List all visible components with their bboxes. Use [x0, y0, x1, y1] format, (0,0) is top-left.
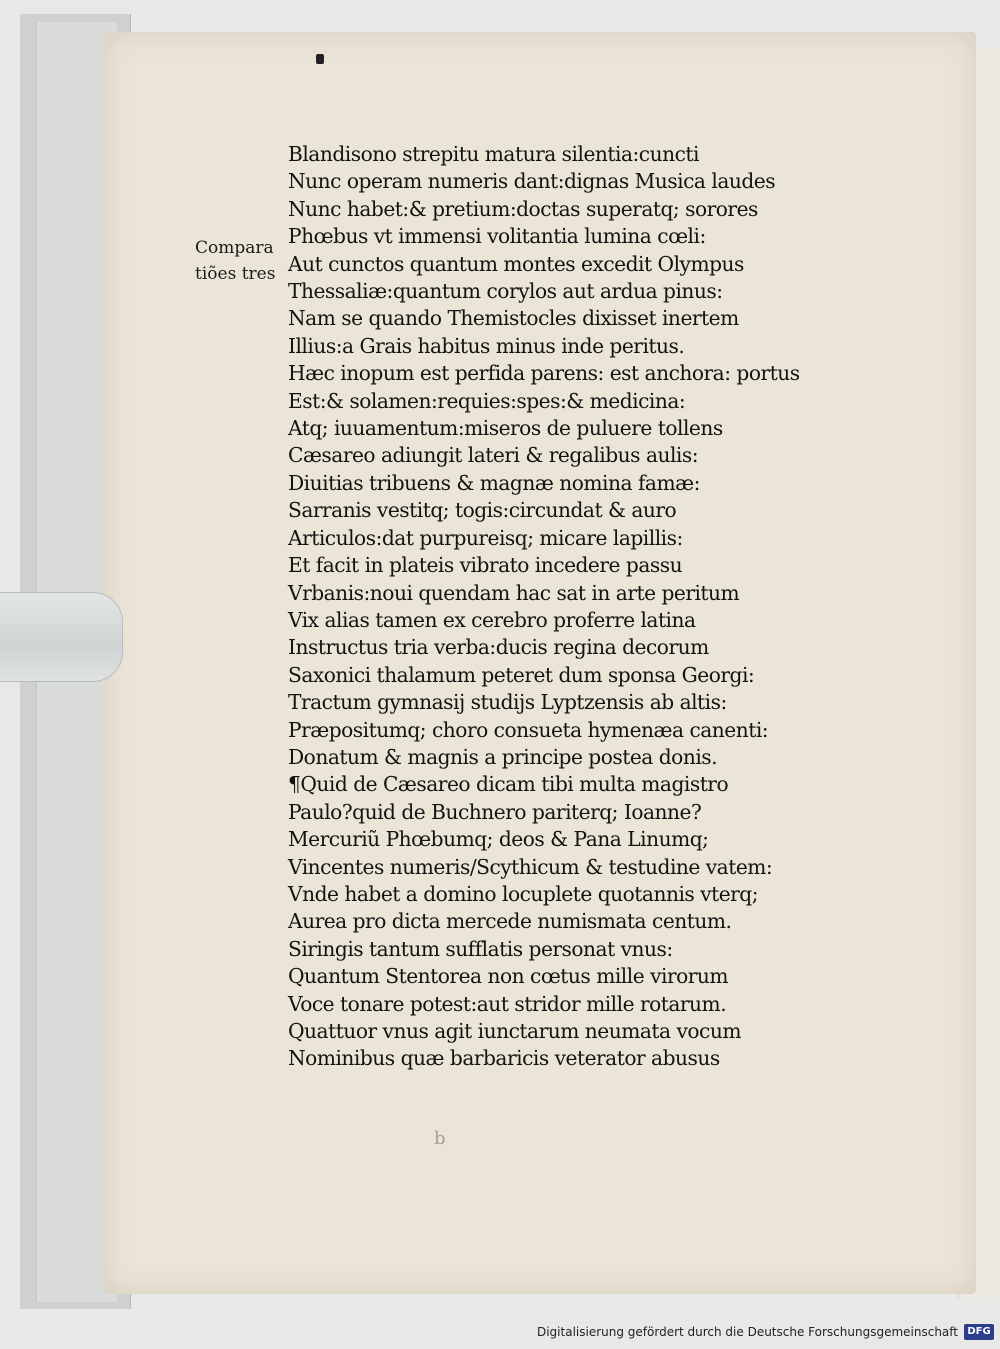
verse-line: Vincentes numeris/Scythicum & testudine vatem:	[288, 854, 773, 879]
verse-line: Vnde habet a domino locuplete quotannis vterq;	[288, 881, 759, 906]
verse-line: Vix alias tamen ex cerebro proferre latina	[288, 607, 696, 632]
verse-line: Et facit in plateis vibrato incedere passu	[288, 553, 683, 578]
verse-line: Phœbus vt immensi volitantia lumina cœli:	[288, 224, 706, 249]
verse-line: Sarranis vestitq; togis:circundat & auro	[288, 498, 677, 523]
verse-line: Articulos:dat purpureisq; micare lapillis:	[288, 525, 683, 550]
verse-line: Aurea pro dicta mercede numismata centum.	[288, 909, 732, 934]
verse-line: Mercuriũ Phœbumq; deos & Pana Linumq;	[288, 827, 709, 852]
verse-line: Hæc inopum est perfida parens: est anchora: portus	[288, 361, 800, 386]
verse-line: Siringis tantum sufflatis personat vnus:	[288, 936, 673, 961]
verse-line: Quantum Stentorea non cœtus mille virorum	[288, 964, 729, 989]
verse-line: Nunc habet:& pretium:doctas superatq; sorores	[288, 196, 758, 221]
verse-line: Cæsareo adiungit lateri & regalibus aulis:	[288, 443, 699, 468]
verse-text	[288, 141, 848, 1073]
margin-note	[195, 235, 290, 287]
verse-line: Thessaliæ:quantum corylos aut ardua pinus:	[288, 279, 723, 304]
verse-line: Aut cunctos quantum montes excedit Olympus	[288, 251, 744, 276]
signature-mark: b	[434, 1128, 446, 1149]
verse-line: Nominibus quæ barbaricis veterator abusus	[288, 1046, 720, 1071]
margin-note-line: Compara	[195, 238, 274, 258]
verse-line: Præpositumq; choro consueta hymenæa canenti:	[288, 717, 769, 742]
verse-line: Saxonici thalamum peteret dum sponsa Georgi:	[288, 662, 755, 687]
margin-note-line: tiões tres	[195, 264, 276, 284]
dfg-logo: DFG	[964, 1324, 994, 1340]
verse-line: Voce tonare potest:aut stridor mille rotarum.	[288, 991, 727, 1016]
verse-line: Tractum gymnasij studijs Lyptzensis ab altis:	[288, 690, 727, 715]
verse-line: Est:& solamen:requies:spes:& medicina:	[288, 388, 686, 413]
verse-line: Diuitias tribuens & magnæ nomina famæ:	[288, 470, 700, 495]
verse-line: Instructus tria verba:ducis regina decorum	[288, 635, 709, 660]
verse-line: Paulo?quid de Buchnero pariterq; Ioanne?	[288, 799, 702, 824]
verse-line: Nam se quando Themistocles dixisset inertem	[288, 306, 739, 331]
verse-line: Donatum & magnis a principe postea donis.	[288, 744, 718, 769]
verse-line: ¶Quid de Cæsareo dicam tibi multa magistro	[288, 772, 729, 797]
funding-footer	[537, 1321, 994, 1343]
verse-line: Quattuor vnus agit iunctarum neumata vocum	[288, 1019, 741, 1043]
ink-mark	[316, 54, 324, 64]
verse-line: Illius:a Grais habitus minus inde peritus.	[288, 333, 685, 358]
verse-line: Atq; iuuamentum:miseros de puluere tollens	[288, 416, 723, 441]
funding-text: Digitalisierung gefördert durch die Deutsche Forschungsgemeinschaft	[536, 1325, 958, 1339]
verse-line: Blandisono strepitu matura silentia:cuncti	[288, 142, 699, 166]
page-clamp	[0, 592, 123, 682]
verse-line: Vrbanis:noui quendam hac sat in arte peritum	[288, 580, 740, 605]
verse-line: Nunc operam numeris dant:dignas Musica laudes	[288, 169, 776, 194]
